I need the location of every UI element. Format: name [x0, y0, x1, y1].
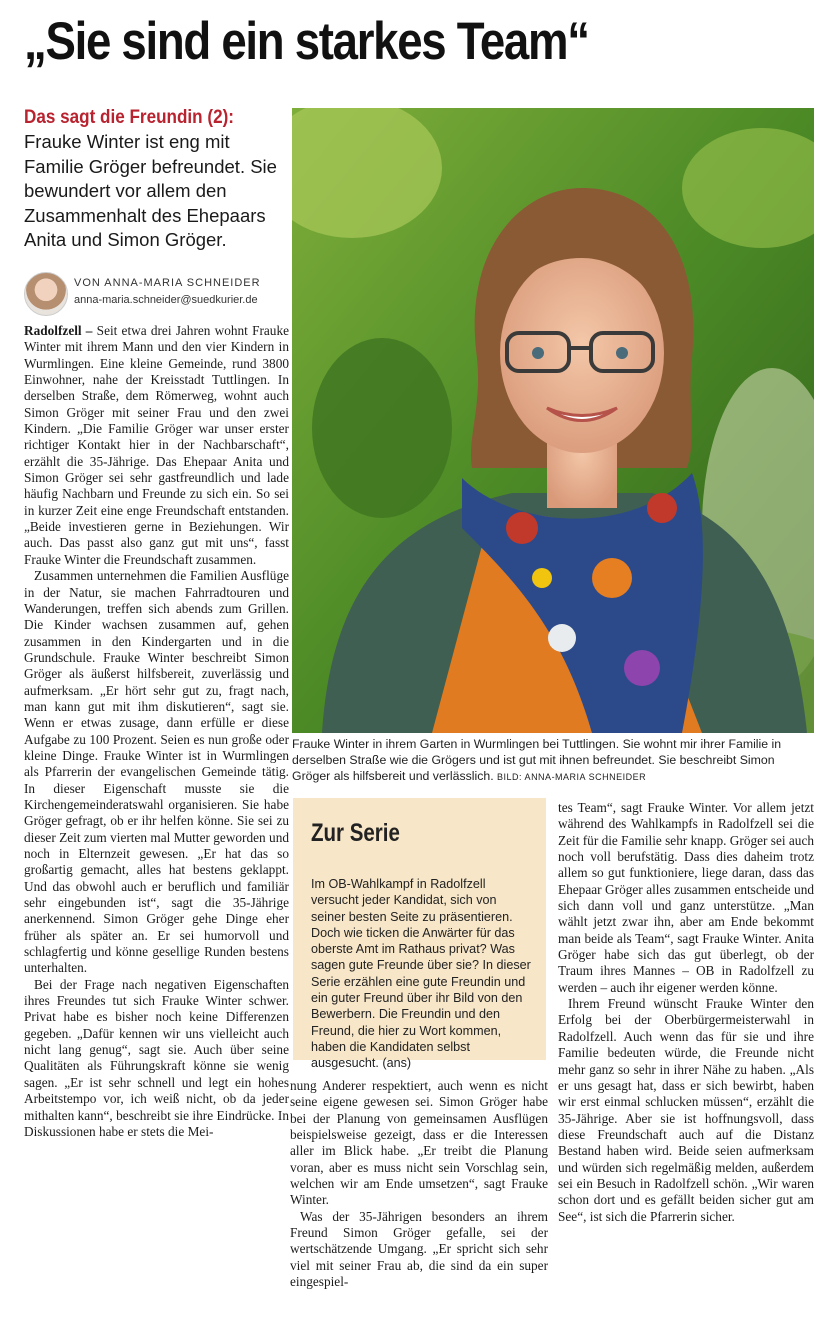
intro-kicker: Das sagt die Freundin (2):	[24, 107, 234, 128]
portrait-illustration	[292, 108, 814, 733]
author-email-link[interactable]: anna-maria.schneider@suedkurier.de	[74, 294, 258, 306]
infobox-title: Zur Serie	[311, 819, 400, 847]
article-paragraph: Ihrem Freund wünscht Frauke Winter den Erfolg bei der Oberbürgermeisterwahl in Radolfzell. Auch wenn das für sie und ihre Familie bedeuten würde, die Freunde nicht mehr ganz so sehr in ihrer Nähe zu haben. „Als er uns gesagt hat, dass er sich bewirbt, haben wir erst einmal schlucken müssen“, erzählt die 35-Jährige. Aber sie ist hoffnungsvoll, dass diese Freundschaft auch auf die Distanz Bestand haben wird. Beide seien aufmerksam und würden sich regelmäßig melden, außerdem sei ein Besuch in Radolfzell schön. „Wir waren schon dort und es gefällt beiden sicher gut am See“, ist sich die Pfarrerin sicher.	[558, 996, 814, 1224]
article-column-3	[558, 800, 814, 1225]
article-column-2	[290, 1078, 548, 1290]
article-paragraph	[24, 323, 289, 568]
series-infobox	[293, 798, 546, 1071]
infobox-text: Im OB-Wahlkampf in Radolfzell versucht jeder Kandidat, sich von seiner besten Seite zu präsentieren. Doch wie ticken die Anwärter für das oberste Amt im Rathaus privat? Was sagen gute Freunde über sie? In dieser Serie erzählen eine gute Freundin und ein guter Freund über ihr Bild von den Bewerbern. Die Freundin und den Freund, die hier zu Wort kommen, haben die Kandidaten selbst ausgesucht. (ans)	[311, 877, 531, 1071]
intro-block	[24, 106, 286, 253]
article-paragraph: Zusammen unternehmen die Familien Ausflüge in der Natur, sie machen Fahrradtouren und Wanderungen, treffen sich abends zum Grillen. Die Kinder wachsen zusammen auf, gehen zusammen in den Kindergarten und in die Grundschule. Frauke Winter beschreibt Simon Gröger als äußerst hilfsbereit, zuverlässig und aufmerksam. „Er hört sehr gut zu, fragt nach, man kann gut mit ihm diskutieren“, sagt sie. Wenn er etwas zusage, dann erfülle er diese Aufgabe zu 100 Prozent. Seien es nun große oder kleine Dinge. Frauke Winter ist in Wurmlingen als Pfarrerin der evangelischen Gemeinde tätig. In dieser Eigenschaft musste sie die Kirchengemeinderatswahl organisieren. Sie habe Gröger gefragt, ob er ihr helfen könne. Sie sei zu dieser Zeit zum vierten mal Mutter geworden und noch in Elternzeit gewesen. „Er hat das so großartig gemacht, alles hat bestens geklappt. Und das obwohl auch er beruflich und familiär sehr eingebunden ist“, sagt die 35-Jährige anerkennend. Simon Gröger gehe Dinge eher früher als später an. Er sei humorvoll und schlagfertig und könne gesellige Runden bestens unterhalten.	[24, 568, 289, 976]
author-avatar	[24, 272, 68, 316]
photo-caption	[292, 736, 814, 785]
article-column-1	[24, 323, 289, 1140]
headline: „Sie sind ein starkes Team“	[24, 12, 589, 71]
photo-credit: BILD: ANNA-MARIA SCHNEIDER	[497, 772, 647, 782]
article-paragraph: nung Anderer respektiert, auch wenn es nicht seine eigene gewesen sei. Simon Gröger habe bei der Planung von gemeinsamen Ausflügen beispielsweise gezeigt, dass er die Interessen aller im Blick habe. „Er treibt die Planung voran, aber es muss nicht sein Vorschlag sein, welchen wir am Ende umsetzen“, sagt Frauke Winter.	[290, 1078, 548, 1208]
author-byline	[24, 272, 286, 318]
article-paragraph: tes Team“, sagt Frauke Winter. Vor allem jetzt während des Wahlkampfs in Radolfzell sei die Zeit für die Familie sehr knapp. Gröger sei auch noch voll berufstätig. Dass dies daheim trotz allem so gut funktioniere, liege daran, dass das Ehepaar Gröger alles zusammen entscheide und sich dann voll und ganz unterstütze. „Man wählt jetzt zwar ihn, aber am Ende bekommt man beide als Team“, sagt Frauke Winter. Anita Gröger habe sich das gut überlegt, ob der Traum ihres Mannes – OB in Radolfzell zu werden – auch ihr eigener werden könne.	[558, 800, 814, 995]
paragraph-text: Seit etwa drei Jahren wohnt Frauke Winter mit ihrem Mann und den vier Kindern in Wurmlingen. Eine kleine Gemeinde, rund 3800 Einwohner, nahe der Kreisstadt Tuttlingen. In derselben Straße, dem Römerweg, wohnt auch Simon Gröger mit seiner Frau und den zwei Kindern. „Die Familie Gröger war unser erster richtiger Kontakt hier in der Nachbarschaft“, erzählt die 35-Jährige. Das Ehepaar Anita und Simon Gröger sei sehr gastfreundlich und lade häufig Nachbarn und Freunde zu sich ein. So sei in kurzer Zeit eine enge Freundschaft entstanden. „Beide investieren gerne in Beziehungen. Wir auch. Das passt also ganz gut mit uns“, fasst Frauke Winter die Freundschaft zusammen.	[24, 323, 289, 567]
article-paragraph: Bei der Frage nach negativen Eigenschaften ihres Freundes tut sich Frauke Winter schwer. Privat habe es bisher noch keine Differenzen gegeben. „Dafür kennen wir uns vielleicht auch nicht lang genug“, sagt sie. Auch über seine Qualitäten als Führungskraft könne sie wenig sagen. „Er ist sehr schnell und legt ein hohes Arbeitstempo vor, ich weiß nicht, ob da jeder mithalten kann“, beschreibt sie ihre Eindrücke. In Diskussionen habe er stets die Mei-	[24, 976, 289, 1139]
dateline: Radolfzell –	[24, 323, 93, 338]
intro-text: Frauke Winter ist eng mit Familie Gröger befreundet. Sie bewundert vor allem den Zusammenhalt des Ehepaars Anita und Simon Gröger.	[24, 131, 277, 250]
caption-text: Frauke Winter in ihrem Garten in Wurmlingen bei Tuttlingen. Sie wohnt mir ihrer Familie in derselben Straße wie die Grögers und ist gut mit ihnen befreundet. Sie beschreibt Simon Gröger als hilfsbereit und verlässlich.	[292, 737, 782, 783]
author-name: VON ANNA-MARIA SCHNEIDER	[74, 277, 261, 289]
article-paragraph: Was der 35-Jährigen besonders an ihrem Freund Simon Gröger gefalle, sei der wertschätzende Umgang. „Er spricht sich sehr viel mit seiner Frau ab, die sind da ein super eingespiel-	[290, 1208, 548, 1290]
portrait-photo	[292, 108, 814, 733]
